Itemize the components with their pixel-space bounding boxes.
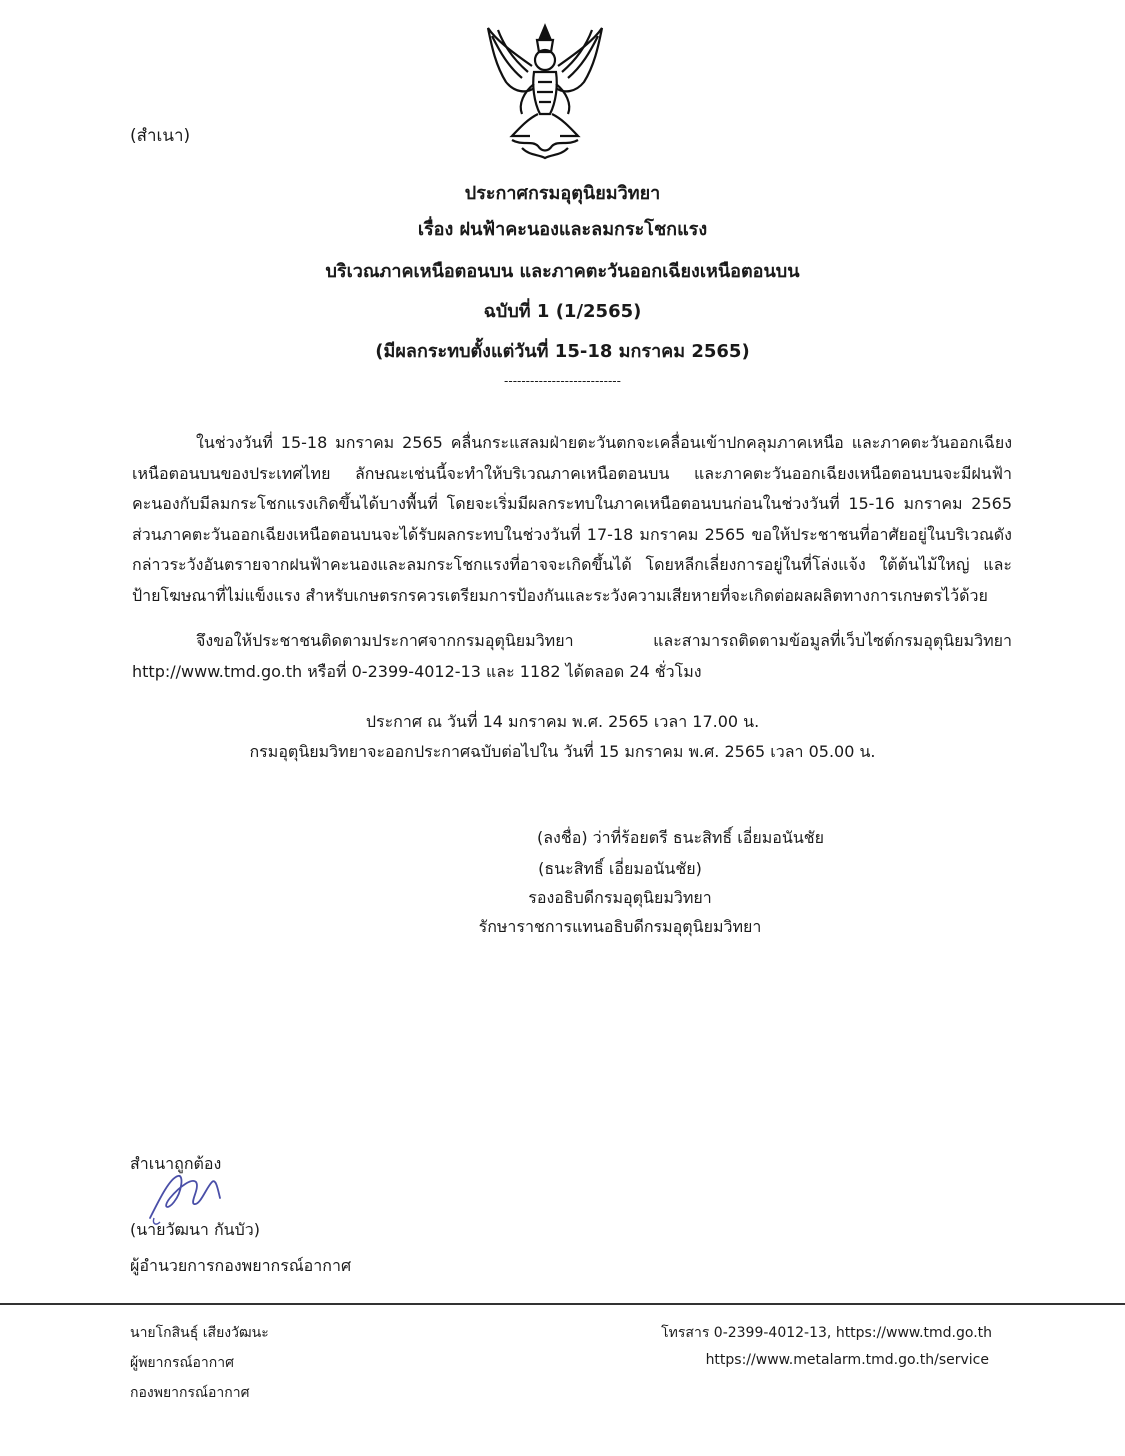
certifier-name: (นายวัฒนา กันบัว) — [130, 1220, 260, 1239]
certifier-position: ผู้อำนวยการกองพยากรณ์อากาศ — [130, 1256, 352, 1275]
signatory-acting-position: รักษาราชการแทนอธิบดีกรมอุตุนิยมวิทยา — [478, 917, 762, 936]
announcement-issue-number: ฉบับที่ 1 (1/2565) — [483, 301, 642, 322]
footer-divider — [0, 1303, 1125, 1305]
next-issue-line: กรมอุตุนิยมวิทยาจะออกประกาศฉบับต่อไปใน วันที่ 15 มกราคม พ.ศ. 2565 เวลา 05.00 น. — [249, 742, 876, 761]
footer-forecaster-name: นายโกสินธุ์ เสียงวัฒนะ — [130, 1325, 269, 1341]
announcement-area: บริเวณภาคเหนือตอนบน และภาคตะวันออกเฉียงเหนือตอนบน — [325, 261, 800, 282]
announce-date-line: ประกาศ ณ วันที่ 14 มกราคม พ.ศ. 2565 เวลา 17.00 น. — [365, 712, 760, 731]
title-separator: --------------------------- — [504, 374, 621, 388]
signed-line: (ลงชื่อ) ว่าที่ร้อยตรี ธนะสิทธิ์ เอี่ยมอนันชัย — [537, 828, 824, 847]
signatory-position: รองอธิบดีกรมอุตุนิยมวิทยา — [528, 888, 712, 907]
footer-service-url[interactable]: https://www.metalarm.tmd.go.th/service — [705, 1352, 989, 1368]
announcement-subject: เรื่อง ฝนฟ้าคะนองและลมกระโชกแรง — [417, 219, 708, 240]
body-paragraph-2: จึงขอให้ประชาชนติดตามประกาศจากกรมอุตุนิยมวิทยา และสามารถติดตามข้อมูลที่เว็บไซต์กรมอุตุนิยมวิทยา http://www.tmd.go.th หรือที่ 0-2399-4012-13 และ 1182 ได้ตลอด 24 ชั่วโมง — [132, 631, 1012, 681]
footer-division: กองพยากรณ์อากาศ — [130, 1385, 250, 1401]
announcement-title: ประกาศกรมอุตุนิยมวิทยา — [464, 183, 661, 204]
footer-forecaster-title: ผู้พยากรณ์อากาศ — [130, 1355, 234, 1371]
body-paragraph-1: ในช่วงวันที่ 15-18 มกราคม 2565 คลื่นกระแสลมฝ่ายตะวันตกจะเคลื่อนเข้าปกคลุมภาคเหนือ และภาคตะวันออกเฉียงเหนือตอนบนของประเทศไทย ลักษณะเช่นนี้จะทำให้บริเวณภาคเหนือตอนบน และภาคตะวันออกเฉียงเหนือตอนบนจะมีฝนฟ้าคะนองกับมีลมกระโชกแรงเกิดขึ้นได้บางพื้นที่ โดยจะเริ่มมีผลกระทบในภาคเหนือตอนบนก่อนในช่วงวันที่ 15-16 มกราคม 2565 ส่วนภาคตะวันออกเฉียงเหนือตอนบนจะได้รับผลกระทบในช่วงวันที่ 17-18 มกราคม 2565 ขอให้ประชาชนที่อาศัยอยู่ในบริเวณดังกล่าวระวังอันตรายจากฝนฟ้าคะนองและลมกระโชกแรงที่อาจจะเกิดขึ้นได้ โดยหลีกเลี่ยงการอยู่ในที่โล่งแจ้ง ใต้ต้นไม้ใหญ่ และป้ายโฆษณาที่ไม่แข็งแรง สำหรับเกษตรกรควรเตรียมการป้องกันและระวังความเสียหายที่จะเกิดต่อผลผลิตทางการเกษตรไว้ด้วย — [132, 433, 1012, 605]
announcement-effective-dates: (มีผลกระทบตั้งแต่วันที่ 15-18 มกราคม 2565) — [375, 341, 750, 362]
certified-copy-label: สำเนาถูกต้อง — [130, 1154, 222, 1173]
signatory-name: (ธนะสิทธิ์ เอี่ยมอนันชัย) — [538, 859, 702, 878]
footer-fax-website: โทรสาร 0-2399-4012-13, https://www.tmd.go.th — [661, 1325, 992, 1341]
garuda-emblem — [482, 22, 608, 162]
copy-label: (สำเนา) — [130, 126, 191, 146]
